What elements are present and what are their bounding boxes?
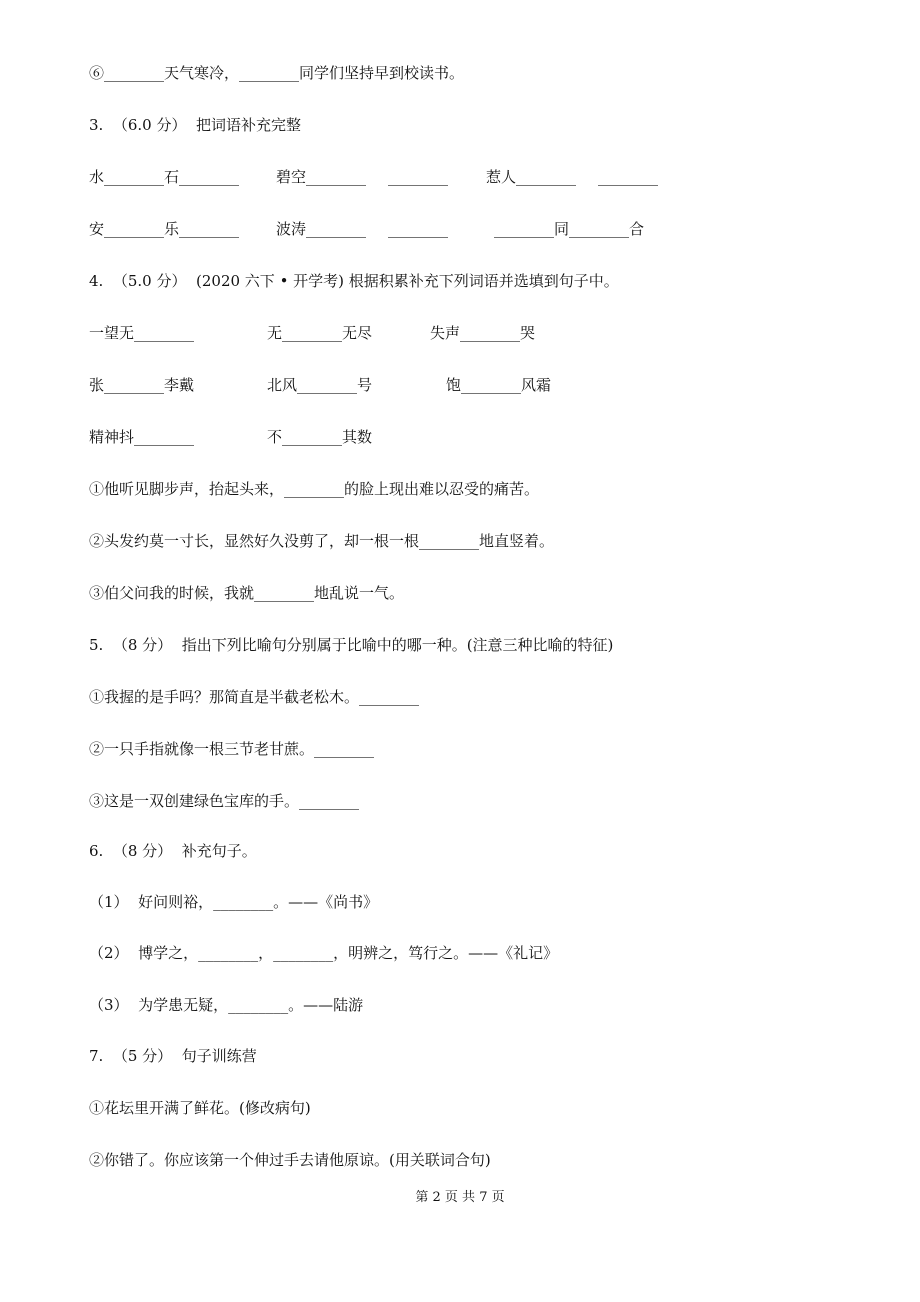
q5-header: 5. （8 分） 指出下列比喻句分别属于比喻中的哪一种。(注意三种比喻的特征) (89, 636, 614, 654)
q4-word-3: 失声________哭 (430, 324, 536, 342)
q4-word-1: 一望无________ (89, 324, 195, 342)
q3-blank-7: 波涛________ (276, 220, 367, 238)
q5-sentence-2: ②一只手指就像一根三节老甘蔗。________ (89, 740, 375, 758)
q3-header: 3. （6.0 分） 把词语补充完整 (89, 116, 302, 134)
q3-blank-3: ________ (388, 168, 448, 186)
q3-blank-4: 惹人________ (486, 168, 577, 186)
q3-blank-8: ________ (388, 220, 448, 238)
q6-header: 6. （8 分） 补充句子。 (89, 842, 257, 860)
q4-word-7: 精神抖________ (89, 428, 195, 446)
q6-sentence-2: （2） 博学之，________，________，明辨之，笃行之。——《礼记》 (89, 944, 559, 962)
page-footer: 第 2 页 共 7 页 (415, 1190, 505, 1205)
q4-word-6: 饱________风霜 (446, 376, 552, 394)
q3-blank-2: 碧空________ (276, 168, 367, 186)
q5-sentence-1: ①我握的是手吗？那简直是半截老松木。________ (89, 688, 420, 706)
q4-sentence-2: ②头发约莫一寸长，显然好久没剪了，却一根一根________地直竖着。 (89, 532, 555, 550)
q6-sentence-1: （1） 好问则裕，________。——《尚书》 (89, 893, 379, 911)
q2-item6: ⑥________天气寒冷，________同学们坚持早到校读书。 (89, 64, 465, 82)
q6-sentence-3: （3） 为学患无疑，________。——陆游 (89, 996, 364, 1014)
q7-sentence-2: ②你错了。你应该第一个伸过手去请他原谅。(用关联词合句) (89, 1151, 491, 1169)
q4-sentence-3: ③伯父问我的时候，我就________地乱说一气。 (89, 584, 405, 602)
q5-sentence-3: ③这是一双创建绿色宝库的手。________ (89, 792, 360, 810)
q4-word-4: 张________李戴 (89, 376, 195, 394)
q3-blank-6: 安________乐________ (89, 220, 240, 238)
q3-blank-5: ________ (598, 168, 658, 186)
q7-header: 7. （5 分） 句子训练营 (89, 1047, 257, 1065)
q4-word-8: 不________其数 (267, 428, 373, 446)
q7-sentence-1: ①花坛里开满了鲜花。(修改病句) (89, 1099, 311, 1117)
q4-word-5: 北风________号 (267, 376, 373, 394)
q3-blank-9: ________同________合 (494, 220, 645, 238)
q4-sentence-1: ①他听见脚步声，抬起头来，________的脸上现出难以忍受的痛苦。 (89, 480, 540, 498)
q4-word-2: 无________无尽 (267, 324, 373, 342)
q4-header: 4. （5.0 分） (2020 六下 • 开学考) 根据积累补充下列词语并选填到句子中。 (89, 272, 619, 290)
q3-blank-1: 水________石________ (89, 168, 240, 186)
